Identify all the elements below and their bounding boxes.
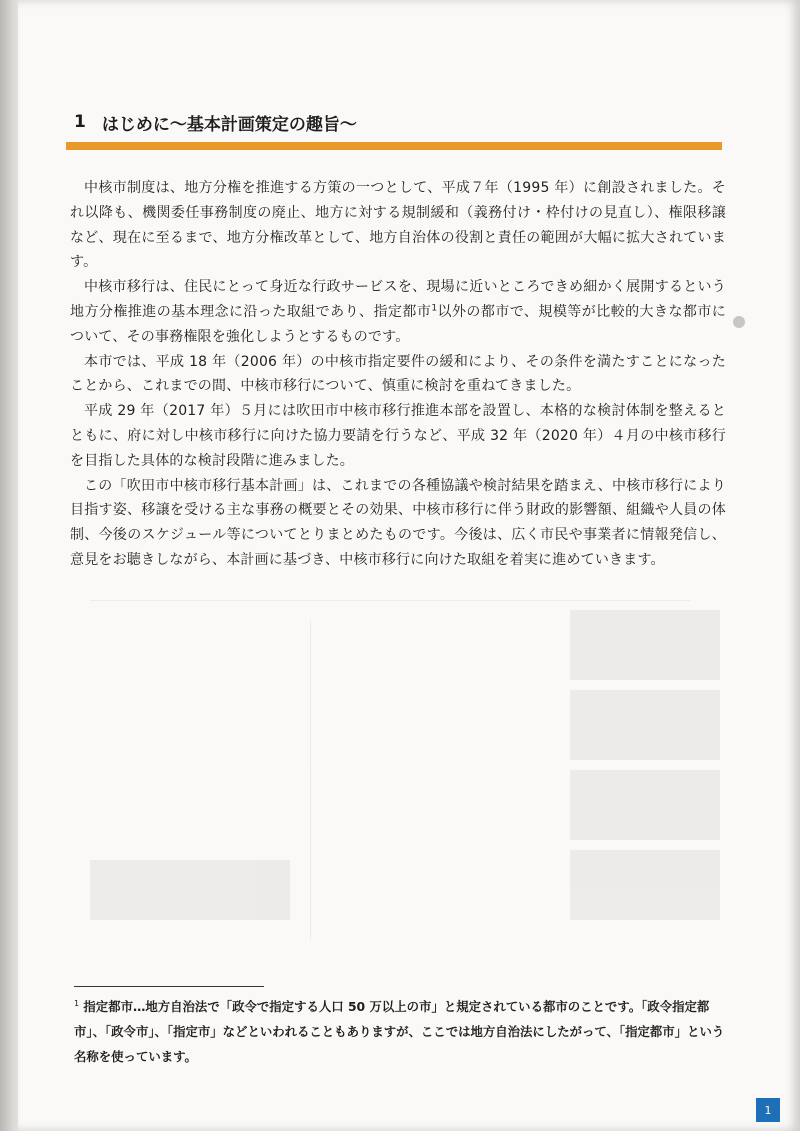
footnote-divider: [74, 986, 264, 987]
bleed-through-background: [70, 590, 730, 980]
paragraph-4: 平成 29 年（2017 年）５月には吹田市中核市移行推進本部を設置し、本格的な検討体制を整えるとともに、府に対し中核市移行に向けた協力要請を行うなど、平成 32 年（2020 年）４月の中核市移行を目指した具体的な検討段階に進みました。: [70, 403, 726, 469]
paragraph-1: 中核市制度は、地方分権を推進する方策の一つとして、平成７年（1995 年）に創設されました。それ以降も、機関委任事務制度の廃止、地方に対する規制緩和（義務付け・枠付けの見直し）、権限移譲など、現在に至るまで、地方分権改革として、地方自治体の役割と責任の範囲が大幅に拡大されています。: [70, 180, 726, 271]
footnote-text: 指定都市…地方自治法で「政令で指定する人口 50 万以上の市」と規定されている都市のことです。「政令指定都市」、「政令市」、「指定市」などといわれることもありますが、ここでは地方自治法にしたがって、「指定都市」という名称を使っています。: [74, 999, 725, 1064]
footnote-reference: 1: [431, 303, 438, 314]
paragraph-2-text-b: 以外の都市で、規模等が比較的大きな都市について、その事務権限を強化しようとするものです。: [70, 303, 727, 345]
section-heading: [74, 104, 724, 140]
paragraph-2: [70, 275, 726, 349]
footnote-mark: 1: [74, 998, 80, 1008]
footnote: [74, 994, 730, 1069]
paragraph-5: この「吹田市中核市移行基本計画」は、これまでの各種協議や検討結果を踏まえ、中核市移行により目指す姿、移譲を受ける主な事務の概要とその効果、中核市移行に伴う財政的影響額、組織や人員の体制、今後のスケジュール等についてとりまとめたものです。今後は、広く市民や事業者に情報発信し、意見をお聴きしながら、本計画に基づき、中核市移行に向けた取組を着実に進めていきます。: [70, 477, 726, 568]
section-number: 1: [74, 112, 86, 132]
paper-spot: [733, 316, 745, 328]
body-text: [70, 176, 726, 573]
paragraph-3: 本市では、平成 18 年（2006 年）の中核市指定要件の緩和により、その条件を満たすことになったことから、これまでの間、中核市移行について、慎重に検討を重ねてきました。: [70, 353, 726, 395]
paragraph-2-text-a: 中核市移行は、住民にとって身近な行政サービスを、現場に近いところできめ細かく展開するという地方分権推進の基本理念に沿った取組であり、指定都市: [70, 279, 726, 320]
page-number-badge: 1: [756, 1098, 780, 1122]
section-title: はじめに～基本計画策定の趣旨～: [101, 114, 357, 135]
heading-underline-bar: [66, 142, 722, 150]
